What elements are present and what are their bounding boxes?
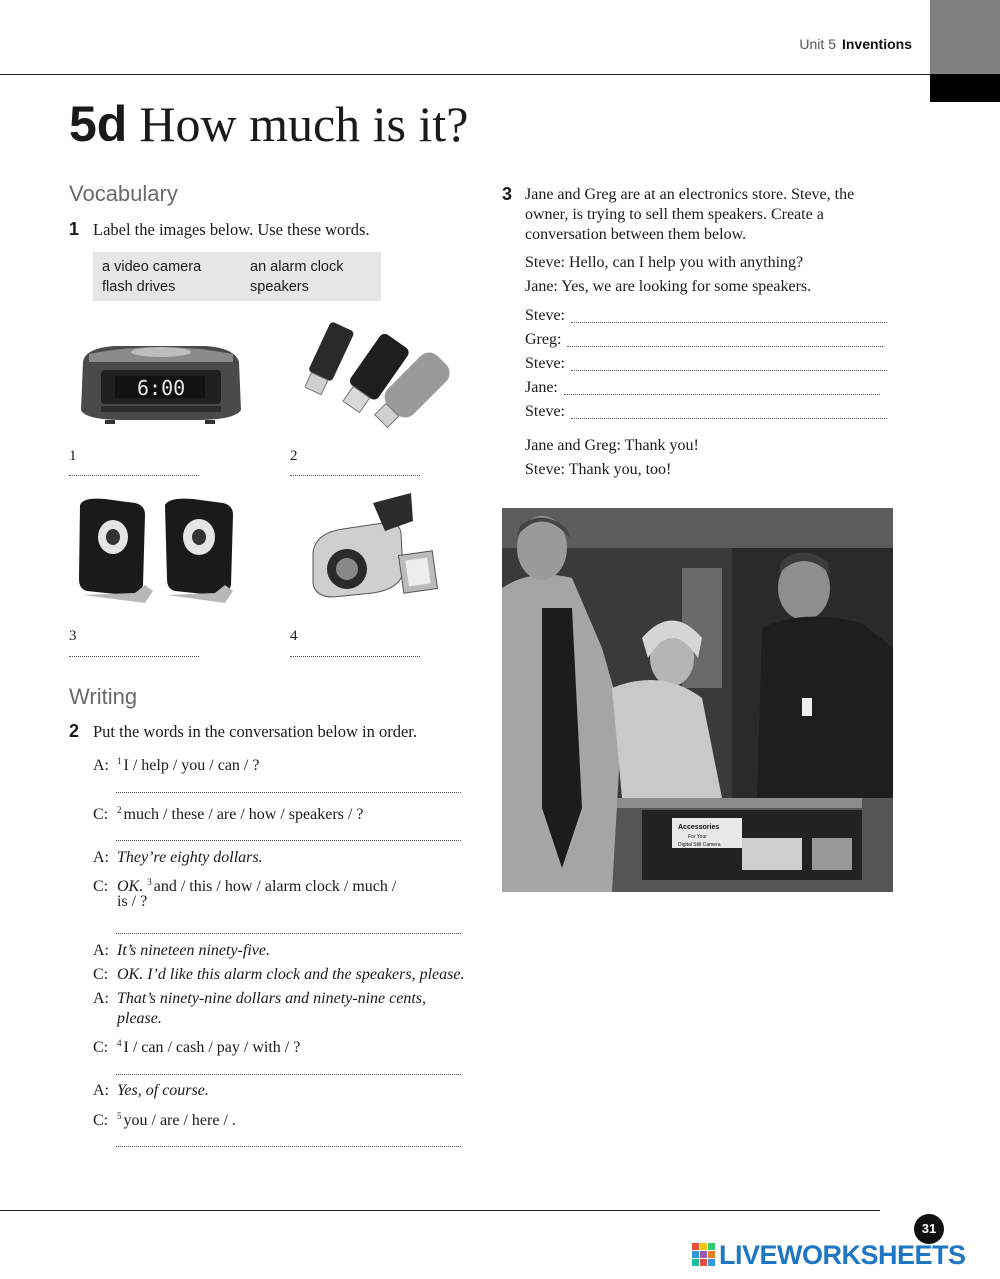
svg-text:6:00: 6:00: [137, 376, 186, 400]
dialogue-speaker: Jane:: [525, 379, 558, 396]
conversation-line: A: Yes, of course.: [93, 1082, 209, 1099]
dialogue-answer-line[interactable]: [571, 418, 887, 419]
answer-line-3[interactable]: [69, 656, 199, 657]
photo-sign-line: For Your: [688, 834, 707, 840]
page-tab-black: [930, 74, 1000, 102]
exercise-2-number: 2: [69, 721, 80, 741]
answer-line-2-5[interactable]: [116, 1146, 461, 1147]
dialogue-speaker: Steve:: [525, 403, 565, 420]
exercise-2-instruction: Put the words in the conversation below in order.: [93, 722, 417, 741]
liveworksheets-logo[interactable]: [692, 1240, 966, 1270]
dialogue-intro-line: Steve: Hello, can I help you with anything?: [525, 254, 804, 271]
speakers-image: [75, 495, 240, 610]
conversation-line-continued: is / ?: [117, 893, 148, 910]
vocabulary-heading: Vocabulary: [69, 181, 178, 206]
dialogue-answer-line[interactable]: [564, 394, 880, 395]
flash-drives-image: [305, 320, 450, 435]
liveworksheets-logo-icon: [692, 1243, 716, 1267]
conversation-line: C: $^2$ much / these / are / how / speakers / ?: [93, 805, 364, 823]
lesson-code: 5d: [69, 96, 128, 152]
dialogue-answer-line[interactable]: [571, 370, 887, 371]
unit-number: Unit 5: [799, 36, 836, 52]
lesson-title: How much is it?: [139, 96, 469, 152]
exercise-1-instruction: Label the images below. Use these words.: [93, 220, 370, 239]
conversation-line: C: OK. $^3$ and / this / how / alarm clock / much /: [93, 877, 397, 895]
image-label-1: 1: [69, 448, 77, 464]
conversation-line: A: It’s nineteen ninety-five.: [93, 942, 270, 959]
liveworksheets-logo-text: LIVEWORKSHEETS: [719, 1239, 966, 1270]
unit-topic: Inventions: [841, 36, 912, 52]
answer-line-2-4[interactable]: [116, 1074, 461, 1075]
dialogue-answer-line[interactable]: [567, 346, 883, 347]
conversation-line: A: $^1$ I / help / you / can / ?: [93, 756, 260, 774]
exercise-1-number: 1: [69, 219, 80, 239]
page-number: 31: [914, 1214, 944, 1244]
word-box-item: an alarm clock: [250, 259, 344, 275]
image-label-4: 4: [290, 628, 298, 644]
page-title: [69, 92, 469, 156]
page-tab-gray: [930, 0, 1000, 74]
conversation-line-continued: please.: [117, 1010, 162, 1027]
word-box: [93, 252, 381, 301]
video-camera-image: [303, 493, 443, 608]
word-box-item: a video camera: [102, 259, 202, 275]
answer-line-2-1[interactable]: [116, 792, 461, 793]
footer-rule: [0, 1210, 880, 1211]
dialogue-speaker: Steve:: [525, 307, 565, 324]
electronics-store-photo: [502, 508, 893, 892]
conversation-line: C: $^5$ you / are / here / .: [93, 1111, 236, 1129]
conversation-line: C: OK. I’d like this alarm clock and the speakers, please.: [93, 966, 465, 983]
answer-line-4[interactable]: [290, 656, 420, 657]
dialogue-speaker: Greg:: [525, 331, 562, 348]
writing-heading: Writing: [69, 684, 138, 709]
dialogue-outro-line: Jane and Greg: Thank you!: [525, 437, 699, 454]
alarm-clock-image: [75, 340, 245, 425]
exercise-3-instruction: Jane and Greg are at an electronics store. Steve, the owner, is trying to sell them speakers. Create a conversation between them below.: [525, 186, 855, 243]
answer-line-1[interactable]: [69, 475, 199, 476]
conversation-line: C: $^4$ I / can / cash / pay / with / ?: [93, 1038, 301, 1056]
answer-line-2[interactable]: [290, 475, 420, 476]
image-label-3: 3: [69, 628, 77, 644]
unit-header: [799, 36, 912, 52]
dialogue-speaker: Steve:: [525, 355, 565, 372]
word-box-item: speakers: [250, 279, 309, 295]
photo-sign-line: Accessories: [678, 824, 720, 831]
answer-line-2-3[interactable]: [116, 933, 461, 934]
dialogue-outro-line: Steve: Thank you, too!: [525, 461, 672, 478]
dialogue-answer-line[interactable]: [571, 322, 887, 323]
header-rule: [0, 74, 930, 75]
image-label-2: 2: [290, 448, 298, 464]
conversation-line: A: That’s ninety-nine dollars and ninety-nine cents,: [93, 990, 426, 1007]
conversation-line: A: They’re eighty dollars.: [93, 849, 263, 866]
answer-line-2-2[interactable]: [116, 840, 461, 841]
exercise-3-number: 3: [502, 184, 513, 204]
photo-sign-line: Digital Still Camera: [678, 842, 721, 848]
word-box-item: flash drives: [102, 279, 176, 295]
dialogue-intro-line: Jane: Yes, we are looking for some speakers.: [525, 278, 812, 295]
